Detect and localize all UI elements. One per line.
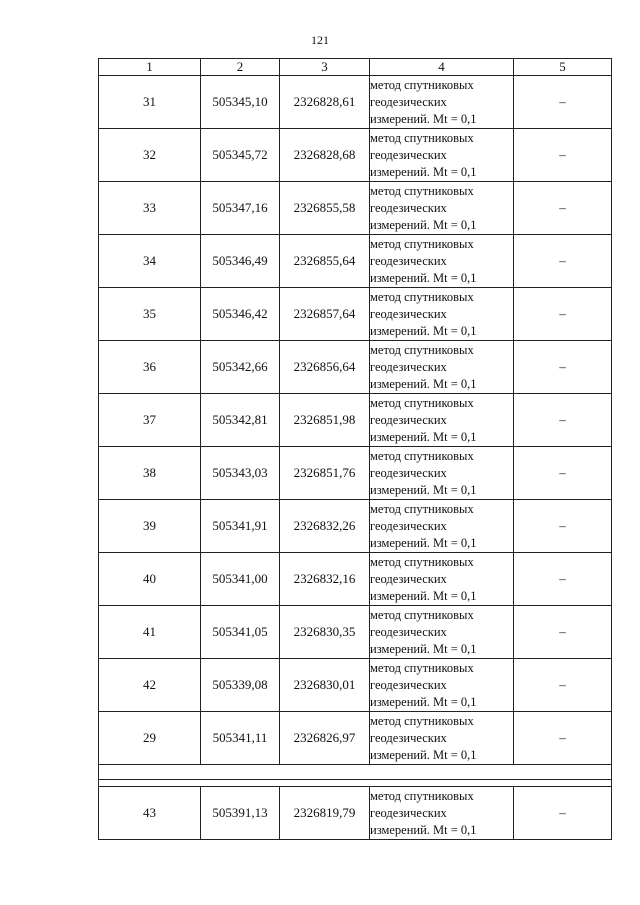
method-line-2: геодезических bbox=[370, 730, 447, 745]
page-number: 121 bbox=[311, 33, 329, 47]
coordinate-y: 2326856,64 bbox=[280, 341, 370, 394]
point-number: 42 bbox=[99, 659, 201, 712]
method-line-3: измерений. Mt = 0,1 bbox=[370, 270, 477, 285]
point-number: 36 bbox=[99, 341, 201, 394]
method-description bbox=[370, 341, 514, 394]
coordinate-y: 2326828,68 bbox=[280, 129, 370, 182]
coordinate-y: 2326832,16 bbox=[280, 553, 370, 606]
header-col-3: 3 bbox=[280, 59, 370, 76]
method-line-1: метод спутниковых bbox=[370, 77, 474, 92]
coordinate-x: 505343,03 bbox=[201, 447, 280, 500]
table-body-continued bbox=[99, 787, 612, 840]
column-5-value: – bbox=[514, 712, 612, 765]
coordinate-y: 2326855,64 bbox=[280, 235, 370, 288]
column-5-value: – bbox=[514, 659, 612, 712]
table-row bbox=[99, 447, 612, 500]
method-line-2: геодезических bbox=[370, 518, 447, 533]
method-line-3: измерений. Mt = 0,1 bbox=[370, 482, 477, 497]
table-row bbox=[99, 341, 612, 394]
header-col-4: 4 bbox=[370, 59, 514, 76]
column-5-value: – bbox=[514, 394, 612, 447]
coordinate-y: 2326851,98 bbox=[280, 394, 370, 447]
coordinate-y: 2326830,01 bbox=[280, 659, 370, 712]
point-number: 34 bbox=[99, 235, 201, 288]
method-line-3: измерений. Mt = 0,1 bbox=[370, 217, 477, 232]
method-description bbox=[370, 500, 514, 553]
point-number: 41 bbox=[99, 606, 201, 659]
method-line-2: геодезических bbox=[370, 677, 447, 692]
column-5-value: – bbox=[514, 76, 612, 129]
method-description bbox=[370, 712, 514, 765]
table-row bbox=[99, 500, 612, 553]
table-row bbox=[99, 787, 612, 840]
coordinate-x: 505347,16 bbox=[201, 182, 280, 235]
method-line-1: метод спутниковых bbox=[370, 607, 474, 622]
gap-row bbox=[99, 765, 612, 780]
coordinates-table bbox=[98, 58, 612, 840]
method-line-3: измерений. Mt = 0,1 bbox=[370, 429, 477, 444]
coordinate-x: 505342,81 bbox=[201, 394, 280, 447]
point-number: 38 bbox=[99, 447, 201, 500]
header-col-2: 2 bbox=[201, 59, 280, 76]
coordinate-y: 2326828,61 bbox=[280, 76, 370, 129]
coordinate-x: 505345,72 bbox=[201, 129, 280, 182]
method-description bbox=[370, 553, 514, 606]
coordinate-x: 505391,13 bbox=[201, 787, 280, 840]
method-description bbox=[370, 76, 514, 129]
point-number: 40 bbox=[99, 553, 201, 606]
point-number: 35 bbox=[99, 288, 201, 341]
method-line-1: метод спутниковых bbox=[370, 183, 474, 198]
method-description bbox=[370, 787, 514, 840]
method-line-2: геодезических bbox=[370, 359, 447, 374]
column-5-value: – bbox=[514, 606, 612, 659]
coordinate-y: 2326819,79 bbox=[280, 787, 370, 840]
method-description bbox=[370, 606, 514, 659]
method-line-2: геодезических bbox=[370, 465, 447, 480]
column-5-value: – bbox=[514, 129, 612, 182]
method-line-2: геодезических bbox=[370, 571, 447, 586]
method-line-3: измерений. Mt = 0,1 bbox=[370, 111, 477, 126]
method-line-1: метод спутниковых bbox=[370, 342, 474, 357]
method-line-2: геодезических bbox=[370, 200, 447, 215]
coordinate-y: 2326855,58 bbox=[280, 182, 370, 235]
method-line-1: метод спутниковых bbox=[370, 395, 474, 410]
column-5-value: – bbox=[514, 553, 612, 606]
point-number: 43 bbox=[99, 787, 201, 840]
point-number: 32 bbox=[99, 129, 201, 182]
table-header bbox=[99, 59, 612, 76]
method-description bbox=[370, 288, 514, 341]
coordinate-y: 2326830,35 bbox=[280, 606, 370, 659]
method-line-2: геодезических bbox=[370, 805, 447, 820]
method-line-3: измерений. Mt = 0,1 bbox=[370, 323, 477, 338]
table-row bbox=[99, 182, 612, 235]
method-line-3: измерений. Mt = 0,1 bbox=[370, 588, 477, 603]
table-row bbox=[99, 288, 612, 341]
table-gap bbox=[99, 765, 612, 787]
method-line-1: метод спутниковых bbox=[370, 448, 474, 463]
column-5-value: – bbox=[514, 500, 612, 553]
method-line-1: метод спутниковых bbox=[370, 788, 474, 803]
method-line-3: измерений. Mt = 0,1 bbox=[370, 376, 477, 391]
method-line-2: геодезических bbox=[370, 412, 447, 427]
method-line-1: метод спутниковых bbox=[370, 236, 474, 251]
method-description bbox=[370, 235, 514, 288]
method-line-3: измерений. Mt = 0,1 bbox=[370, 641, 477, 656]
column-5-value: – bbox=[514, 235, 612, 288]
column-5-value: – bbox=[514, 182, 612, 235]
point-number: 33 bbox=[99, 182, 201, 235]
point-number: 37 bbox=[99, 394, 201, 447]
method-line-2: геодезических bbox=[370, 624, 447, 639]
column-5-value: – bbox=[514, 447, 612, 500]
header-col-1: 1 bbox=[99, 59, 201, 76]
coordinate-x: 505345,10 bbox=[201, 76, 280, 129]
method-line-2: геодезических bbox=[370, 94, 447, 109]
column-5-value: – bbox=[514, 341, 612, 394]
table-body bbox=[99, 76, 612, 765]
method-line-3: измерений. Mt = 0,1 bbox=[370, 535, 477, 550]
method-line-1: метод спутниковых bbox=[370, 660, 474, 675]
coordinate-x: 505342,66 bbox=[201, 341, 280, 394]
coordinate-y: 2326832,26 bbox=[280, 500, 370, 553]
method-description bbox=[370, 659, 514, 712]
header-col-5: 5 bbox=[514, 59, 612, 76]
method-line-3: измерений. Mt = 0,1 bbox=[370, 822, 477, 837]
coordinate-y: 2326826,97 bbox=[280, 712, 370, 765]
coordinate-y: 2326857,64 bbox=[280, 288, 370, 341]
table-row bbox=[99, 712, 612, 765]
column-5-value: – bbox=[514, 288, 612, 341]
method-line-3: измерений. Mt = 0,1 bbox=[370, 164, 477, 179]
method-line-3: измерений. Mt = 0,1 bbox=[370, 694, 477, 709]
table-row bbox=[99, 76, 612, 129]
coordinate-x: 505341,05 bbox=[201, 606, 280, 659]
table-row bbox=[99, 394, 612, 447]
method-line-1: метод спутниковых bbox=[370, 130, 474, 145]
coordinate-y: 2326851,76 bbox=[280, 447, 370, 500]
method-line-1: метод спутниковых bbox=[370, 713, 474, 728]
column-5-value: – bbox=[514, 787, 612, 840]
table-row bbox=[99, 553, 612, 606]
method-description bbox=[370, 182, 514, 235]
method-description bbox=[370, 447, 514, 500]
point-number: 39 bbox=[99, 500, 201, 553]
method-line-1: метод спутниковых bbox=[370, 289, 474, 304]
coordinate-x: 505339,08 bbox=[201, 659, 280, 712]
coordinate-x: 505346,42 bbox=[201, 288, 280, 341]
method-line-3: измерений. Mt = 0,1 bbox=[370, 747, 477, 762]
method-line-2: геодезических bbox=[370, 306, 447, 321]
gap-row bbox=[99, 780, 612, 787]
coordinate-x: 505346,49 bbox=[201, 235, 280, 288]
coordinate-x: 505341,00 bbox=[201, 553, 280, 606]
coordinate-x: 505341,11 bbox=[201, 712, 280, 765]
method-line-1: метод спутниковых bbox=[370, 554, 474, 569]
coordinate-x: 505341,91 bbox=[201, 500, 280, 553]
table-row bbox=[99, 235, 612, 288]
method-line-2: геодезических bbox=[370, 253, 447, 268]
point-number: 31 bbox=[99, 76, 201, 129]
method-description bbox=[370, 394, 514, 447]
method-line-1: метод спутниковых bbox=[370, 501, 474, 516]
table-row bbox=[99, 129, 612, 182]
table-row bbox=[99, 606, 612, 659]
method-line-2: геодезических bbox=[370, 147, 447, 162]
table-row bbox=[99, 659, 612, 712]
point-number: 29 bbox=[99, 712, 201, 765]
method-description bbox=[370, 129, 514, 182]
